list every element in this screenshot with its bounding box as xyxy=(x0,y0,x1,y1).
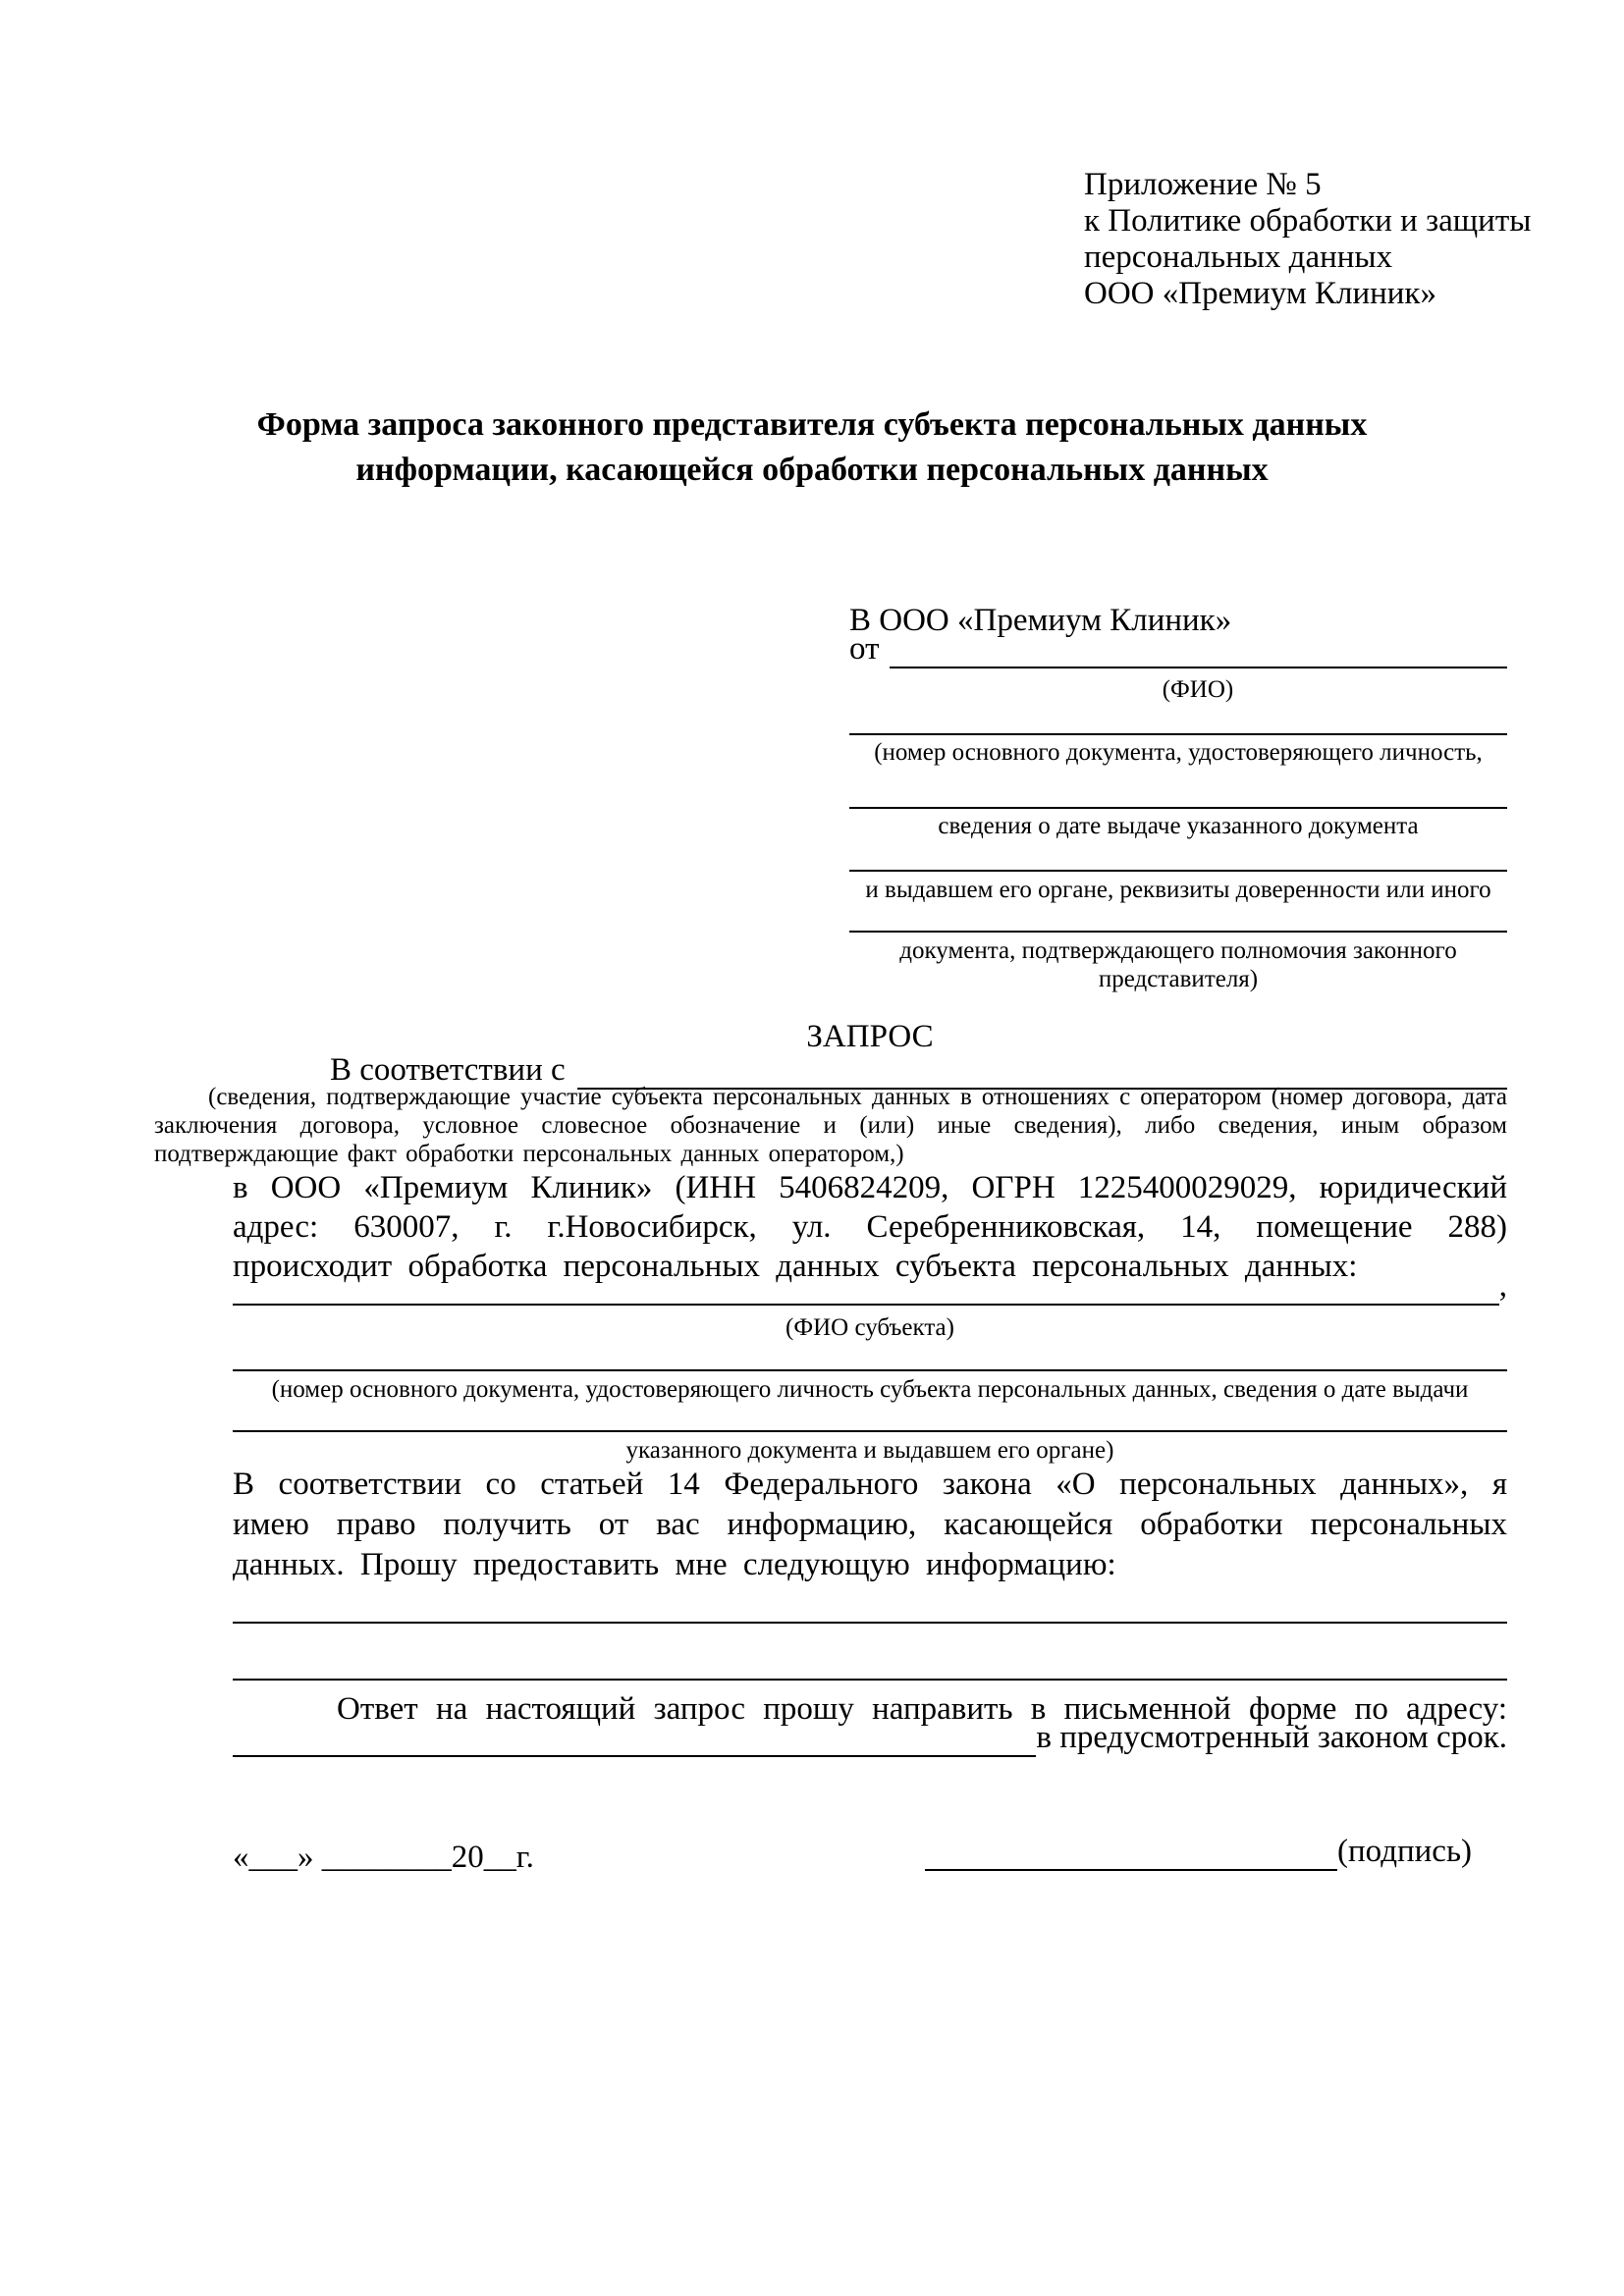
reply-address-row xyxy=(233,1720,1507,1757)
appendix-line: ООО «Премиум Клиник» xyxy=(1084,276,1436,311)
date-blank[interactable]: «___» ________20__г. xyxy=(233,1840,534,1875)
subject-doc-caption: указанного документа и выдавшем его органе) xyxy=(625,1437,1114,1464)
line-caption: сведения о дате выдаче указанного документа xyxy=(938,813,1419,839)
comma-after-line: , xyxy=(1498,1268,1507,1304)
information-fill-line[interactable] xyxy=(233,1647,1507,1681)
line-caption: и выдавшем его органе, реквизиты доверенности или иного xyxy=(865,877,1491,903)
appendix-block xyxy=(1084,167,1531,312)
doc-issuer-fill-line[interactable] xyxy=(849,837,1507,872)
fio-fill-line[interactable] xyxy=(890,634,1508,668)
subject-doc-issuer-fill-line[interactable] xyxy=(233,1399,1507,1432)
reply-line: Ответ на настоящий запрос прошу направить в письменной форме по адресу: xyxy=(337,1691,1507,1727)
address-fill-line[interactable] xyxy=(233,1723,1036,1757)
accordance-label: В соответствии с xyxy=(330,1052,566,1088)
subject-fio-caption: (ФИО субъекта) xyxy=(785,1314,954,1341)
line-caption: документа, подтверждающего полномочия законного представителя) xyxy=(899,937,1457,992)
subject-doc-fill-line[interactable] xyxy=(233,1338,1507,1371)
from-label: от xyxy=(849,631,880,667)
accordance-caption: (сведения, подтверждающие участие субъекта персональных данных в отношениях с оператором (номер договора, дата заключения договора, условное словесное обозначение и (или) иные сведения), либо сведения, иным образом подтверждающие факт обработки персональных данных оператором,) xyxy=(154,1084,1507,1167)
appendix-line: Приложение № 5 xyxy=(1084,167,1322,202)
signature-row xyxy=(925,1834,1472,1871)
doc-number-fill-line[interactable] xyxy=(849,701,1507,735)
appendix-line: к Политике обработки и защиты xyxy=(1084,203,1532,239)
form-title: Форма запроса законного представителя субъекта персональных данных информации, касающейся обработки персональных данных xyxy=(256,406,1368,488)
authority-doc-fill-line[interactable] xyxy=(849,898,1507,933)
reply-tail: в предусмотренный законом срок. xyxy=(1036,1720,1507,1755)
signature-caption: (подпись) xyxy=(1337,1834,1472,1869)
subject-doc-caption: (номер основного документа, удостоверяющего личность субъекта персональных данных, сведения о дате выдачи xyxy=(271,1376,1469,1403)
line-caption: (номер основного документа, удостоверяющего личность, xyxy=(874,739,1483,766)
signature-fill-line[interactable] xyxy=(925,1836,1337,1871)
doc-date-fill-line[interactable] xyxy=(849,774,1507,809)
subject-fio-fill-line[interactable] xyxy=(233,1272,1499,1306)
addressee-organization: В ООО «Премиум Клиник» xyxy=(849,603,1232,638)
fio-caption: (ФИО) xyxy=(1162,676,1234,703)
from-row xyxy=(849,631,1507,668)
operator-paragraph: в ООО «Премиум Клиник» (ИНН 5406824209, ОГРН 1225400029029, юридический адрес: 630007, г. г.Новосибирск, ул. Серебренниковская, 14, помещение 288) происходит обработка персональных данных субъекта персональных данных: xyxy=(233,1170,1507,1284)
rights-paragraph: В соответствии со статьей 14 Федерального закона «О персональных данных», я имею право получить от вас информацию, касающейся обработки персональных данных. Прошу предоставить мне следующую информацию: xyxy=(233,1467,1507,1582)
subject-fio-row xyxy=(233,1268,1507,1306)
information-fill-line[interactable] xyxy=(233,1590,1507,1624)
request-heading: ЗАПРОС xyxy=(806,1019,934,1054)
appendix-line: персональных данных xyxy=(1084,240,1393,275)
